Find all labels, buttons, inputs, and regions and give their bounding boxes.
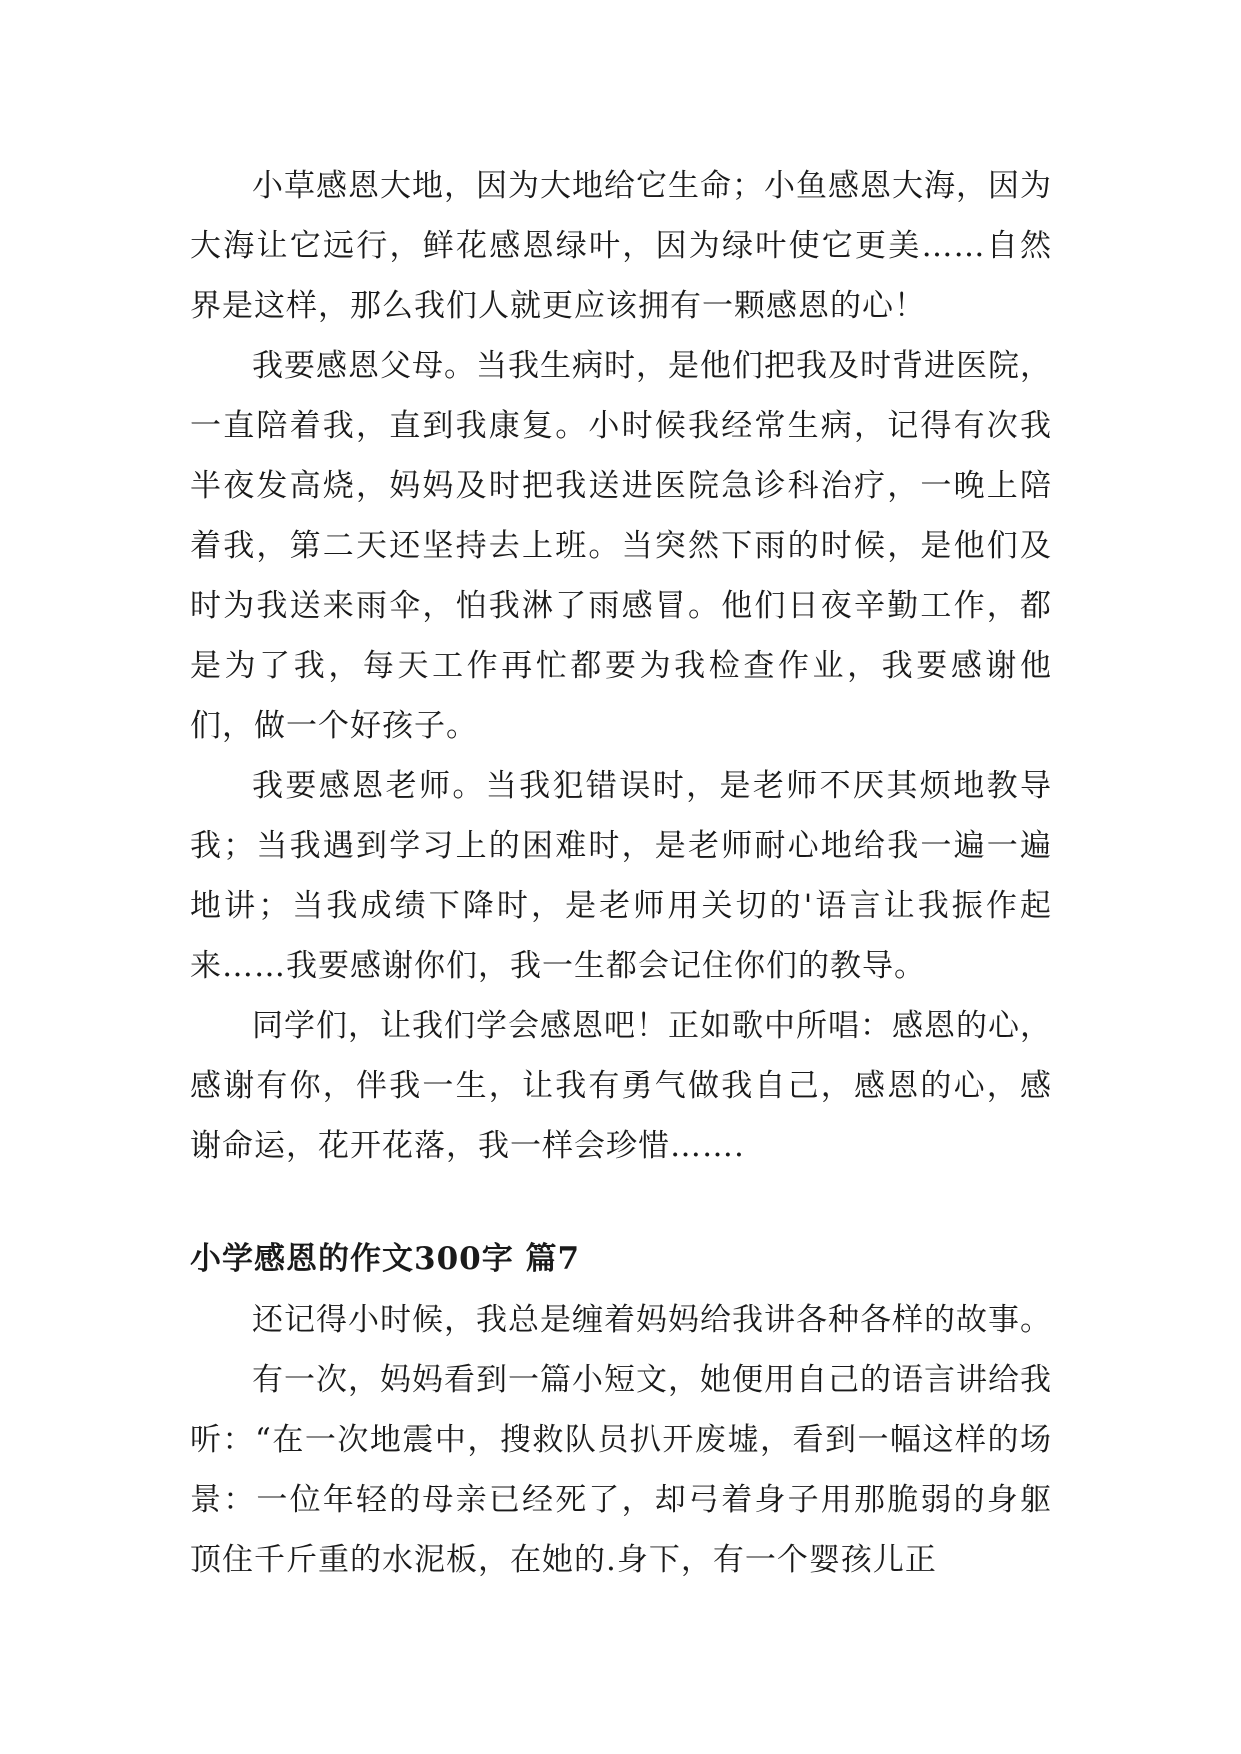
section-heading: 小学感恩的作文300字 篇7 [190,1241,581,1277]
paragraph: 小草感恩大地，因为大地给它生命；小鱼感恩大海，因为大海让它远行，鲜花感恩绿叶，因为绿叶使它更美……自然界是这样，那么我们人就更应该拥有一颗感恩的心！ [190,168,1052,324]
paragraph: 有一次，妈妈看到一篇小短文，她便用自己的语言讲给我听：“在一次地震中，搜救队员扒开废墟，看到一幅这样的场景：一位年轻的母亲已经死了，却弓着身子用那脆弱的身躯顶住千斤重的水泥板，在她的.身下，有一个婴孩儿正 [190,1362,1052,1578]
paragraph: 我要感恩老师。当我犯错误时，是老师不厌其烦地教导我；当我遇到学习上的困难时，是老师耐心地给我一遍一遍地讲；当我成绩下降时，是老师用关切的'语言让我振作起来……我要感谢你们，我一生都会记住你们的教导。 [190,768,1052,984]
paragraph: 还记得小时候，我总是缠着妈妈给我讲各种各样的故事。 [252,1302,1052,1338]
document-body [190,156,1052,1590]
paragraph: 我要感恩父母。当我生病时，是他们把我及时背进医院，一直陪着我，直到我康复。小时候我经常生病，记得有次我半夜发高烧，妈妈及时把我送进医院急诊科治疗，一晚上陪着我，第二天还坚持去上班。当突然下雨的时候，是他们及时为我送来雨伞，怕我淋了雨感冒。他们日夜辛勤工作，都是为了我，每天工作再忙都要为我检查作业，我要感谢他们，做一个好孩子。 [190,348,1052,744]
paragraph: 同学们，让我们学会感恩吧！正如歌中所唱：感恩的心，感谢有你，伴我一生，让我有勇气做我自己，感恩的心，感谢命运，花开花落，我一样会珍惜……. [190,1008,1052,1164]
